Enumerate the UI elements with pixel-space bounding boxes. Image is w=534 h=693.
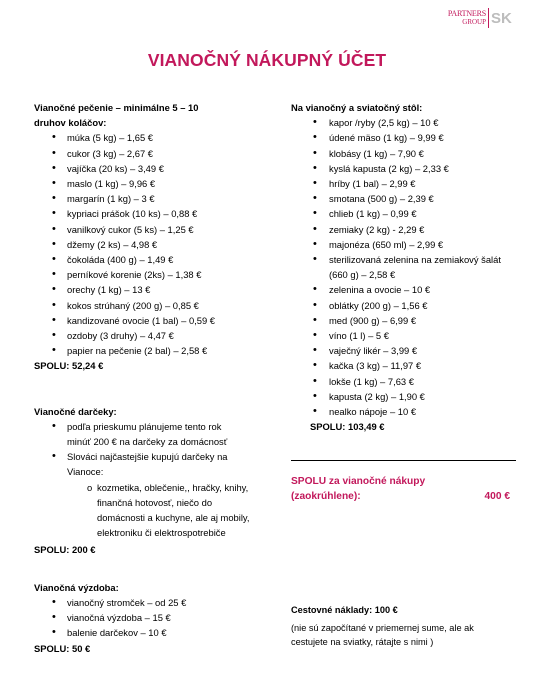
list-item: • kyslá kapusta (2 kg) – 2,33 € — [291, 161, 511, 176]
list-item: • zelenina a ovocie – 10 € — [291, 282, 511, 297]
list-item: • majonéza (650 ml) – 2,99 € — [291, 237, 511, 252]
list-item: • údené mäso (1 kg) – 9,99 € — [291, 130, 511, 145]
baking-list — [34, 130, 254, 358]
travel-note: (nie sú započítané v priemernej sume, ale ak cestujete na sviatky, rátajte s nimi ) — [291, 622, 474, 647]
list-item: • sterilizovaná zelenina na zemiakový šalát (660 g) – 2,58 € — [291, 252, 511, 282]
grand-total — [291, 474, 512, 504]
gifts-heading: Vianočné darčeky: — [34, 405, 117, 417]
list-item: • papier na pečenie (2 bal) – 2,58 € — [34, 343, 254, 358]
baking-heading-2: druhov koláčov: — [34, 117, 107, 129]
list-item: • maslo (1 kg) – 9,96 € — [34, 176, 254, 191]
decor-heading: Vianočná výzdoba: — [34, 581, 119, 593]
list-item: • margarín (1 kg) – 3 € — [34, 191, 254, 206]
left-column — [34, 100, 254, 656]
list-item: • oblátky (200 g) – 1,56 € — [291, 298, 511, 313]
table-heading: Na vianočný a sviatočný stôl: — [291, 102, 423, 113]
list-item: • vianočný stromček – od 25 € — [34, 595, 254, 610]
logo-country: SK — [491, 9, 512, 27]
decor-total: SPOLU: 50 € — [34, 642, 91, 654]
gifts-total: SPOLU: 200 € — [34, 544, 96, 556]
right-column — [291, 100, 511, 434]
list-item: • vaječný likér – 3,99 € — [291, 343, 511, 358]
list-item: • lokše (1 kg) – 7,63 € — [291, 374, 511, 389]
baking-heading-1: Vianočné pečenie – minimálne 5 – 10 — [34, 102, 199, 113]
partners-group-logo — [442, 8, 512, 28]
list-item: • cukor (3 kg) – 2,67 € — [34, 146, 254, 161]
list-item: • podľa prieskumu plánujeme tento rok minúť 200 € na darčeky za domácnosť — [34, 419, 254, 449]
list-item: • kypriaci prášok (10 ks) – 0,88 € — [34, 206, 254, 221]
list-item: • vianočná výzdoba – 15 € — [34, 610, 254, 625]
baking-total: SPOLU: 52,24 € — [34, 360, 104, 372]
grand-total-label-2: (zaokrúhlene): — [291, 491, 361, 502]
list-item: • kapor /ryby (2,5 kg) – 10 € — [291, 115, 511, 130]
list-item: • smotana (500 g) – 2,39 € — [291, 191, 511, 206]
gifts-sub-item: o kozmetika, oblečenie,, hračky, knihy, finančná hotovosť, niečo do domácnosti a kuchyne, ale aj mobily, elektroniku či elektrospotrebiče — [34, 480, 254, 541]
travel-heading: Cestovné náklady: 100 € — [291, 605, 398, 615]
list-item: • kačka (3 kg) – 11,97 € — [291, 358, 511, 373]
list-item: • čokoláda (400 g) – 1,49 € — [34, 252, 254, 267]
list-item: • kokos strúhaný (200 g) – 0,85 € — [34, 298, 254, 313]
list-item: • nealko nápoje – 10 € — [291, 404, 511, 419]
list-item: • orechy (1 kg) – 13 € — [34, 282, 254, 297]
list-item: • balenie darčekov – 10 € — [34, 625, 254, 640]
list-item: • med (900 g) – 6,99 € — [291, 313, 511, 328]
decor-list — [34, 595, 254, 641]
grand-total-label-1: SPOLU za vianočné nákupy — [291, 476, 426, 487]
list-item: • zemiaky (2 kg) - 2,29 € — [291, 222, 511, 237]
table-total: SPOLU: 103,49 € — [310, 421, 385, 433]
page-title: VIANOČNÝ NÁKUPNÝ ÚČET — [147, 50, 387, 70]
list-item: • chlieb (1 kg) – 0,99 € — [291, 206, 511, 221]
list-item: • džemy (2 ks) – 4,98 € — [34, 237, 254, 252]
list-item: • hríby (1 bal) – 2,99 € — [291, 176, 511, 191]
list-item: • vanilkový cukor (5 ks) – 1,25 € — [34, 222, 254, 237]
table-list — [291, 115, 511, 419]
logo-line1: PARTNERS — [447, 9, 486, 18]
travel-costs — [291, 603, 506, 650]
list-item: • perníkové korenie (2ks) – 1,38 € — [34, 267, 254, 282]
list-item: • ozdoby (3 druhy) – 4,47 € — [34, 328, 254, 343]
list-item: • kandizované ovocie (1 bal) – 0,59 € — [34, 313, 254, 328]
divider — [291, 460, 516, 461]
gifts-list — [34, 419, 254, 541]
grand-total-amount: 400 € — [484, 491, 510, 502]
logo-wordmark — [442, 8, 489, 28]
list-item: • Slováci najčastejšie kupujú darčeky na Vianoce: — [34, 449, 254, 479]
list-item: • kapusta (2 kg) – 1,90 € — [291, 389, 511, 404]
list-item: • múka (5 kg) – 1,65 € — [34, 130, 254, 145]
list-item: • víno (1 l) – 5 € — [291, 328, 511, 343]
logo-line2: GROUP — [462, 18, 486, 26]
list-item: • vajíčka (20 ks) – 3,49 € — [34, 161, 254, 176]
list-item: • klobásy (1 kg) – 7,90 € — [291, 146, 511, 161]
